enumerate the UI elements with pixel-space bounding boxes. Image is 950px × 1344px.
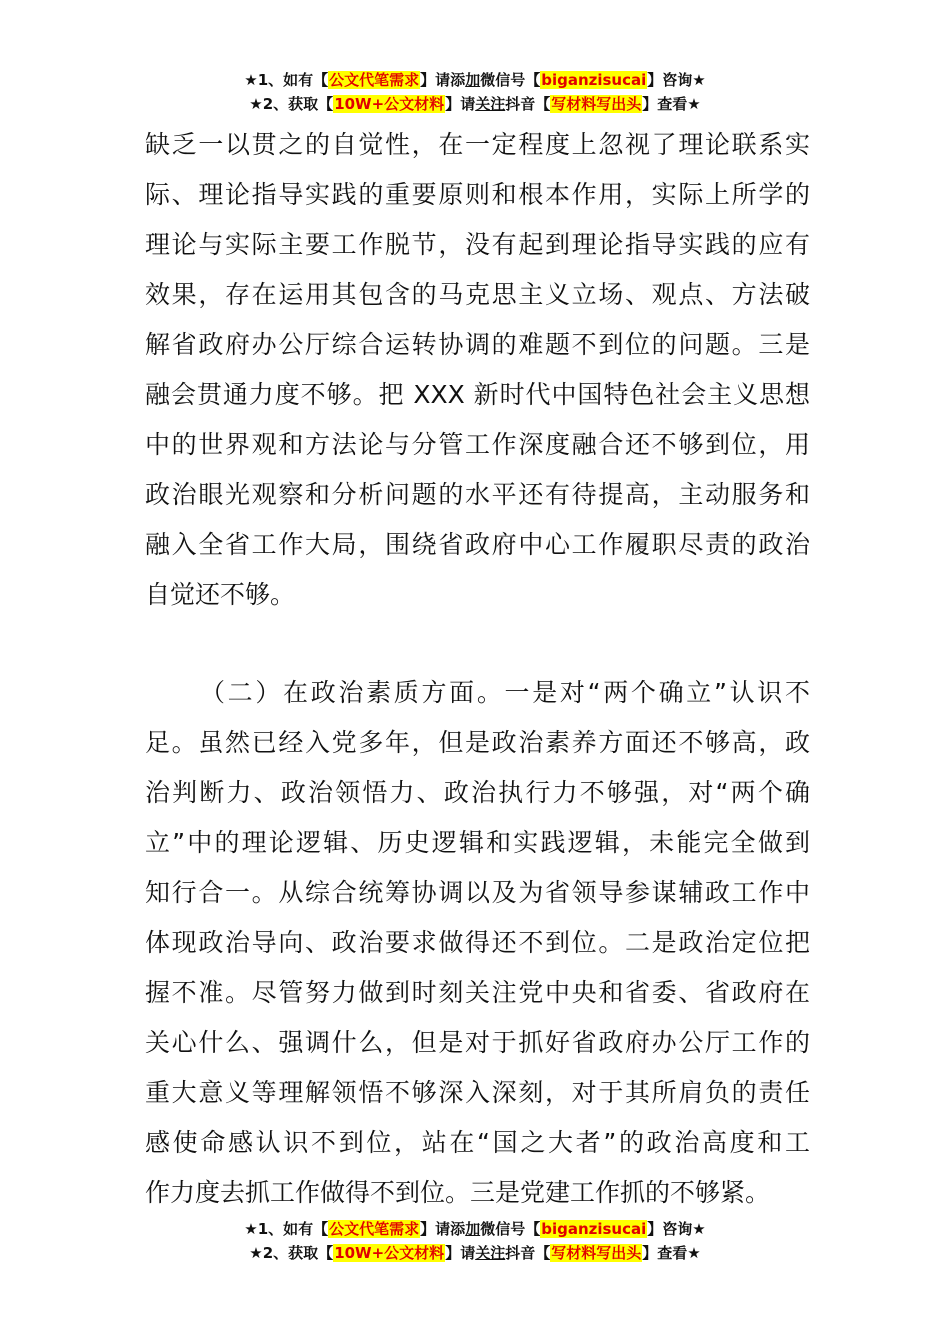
highlight-ghostwriting: 公文代笔需求 bbox=[329, 71, 420, 89]
banner-line-1 bbox=[0, 1217, 950, 1241]
text-line: 关心什么、强调什么，但是对于抓好省政府办公厅工作的 bbox=[145, 1028, 810, 1057]
highlight-douyin-account: 写材料写出头 bbox=[551, 95, 642, 113]
highlight-materials: 10W+公文材料 bbox=[334, 95, 445, 113]
banner-text: 】请添 bbox=[420, 71, 466, 89]
text-line: 握不准。尽管努力做到时刻关注党中央和省委、省政府在 bbox=[145, 978, 810, 1007]
text-line: 感使命感认识不到位，站在“国之大者”的政治高度和工 bbox=[145, 1128, 810, 1157]
highlight-douyin-account: 写材料写出头 bbox=[551, 1244, 642, 1262]
text-line: 足。虽然已经入党多年，但是政治素养方面还不够高，政 bbox=[145, 728, 810, 757]
text-line: 融入全省工作大局，围绕省政府中心工作履职尽责的政治 bbox=[145, 530, 810, 559]
banner-text: 抖音【 bbox=[505, 1244, 551, 1262]
banner-text: 】查看★ bbox=[642, 95, 701, 113]
text-line: 融会贯通力度不够。把 XXX 新时代中国特色社会主义思想 bbox=[145, 380, 810, 409]
body-paragraph-2 bbox=[145, 668, 810, 1218]
text-line: 际、理论指导实践的重要原则和根本作用，实际上所学的 bbox=[145, 180, 810, 209]
banner-text-underlined: 加 bbox=[465, 1220, 481, 1238]
banner-text: 】请添 bbox=[420, 1220, 466, 1238]
text-line: 缺乏一以贯之的自觉性，在一定程度上忽视了理论联系实 bbox=[145, 130, 810, 159]
text-line: 体现政治导向、政治要求做得还不到位。二是政治定位把 bbox=[145, 928, 810, 957]
banner-line-1 bbox=[0, 68, 950, 92]
text-line: 中的世界观和方法论与分管工作深度融合还不够到位，用 bbox=[145, 430, 810, 459]
banner-text: 】咨询★ bbox=[647, 71, 706, 89]
banner-text: 微信号【 bbox=[480, 71, 541, 89]
text-line-indented: （二）在政治素质方面。一是对“两个确立”认识不 bbox=[200, 678, 810, 707]
text-line: 知行合一。从综合统筹协调以及为省领导参谋辅政工作中 bbox=[145, 878, 810, 907]
banner-text: 】请 bbox=[445, 1244, 476, 1262]
text-line: 效果，存在运用其包含的马克思主义立场、观点、方法破 bbox=[145, 280, 810, 309]
banner-text: 】请 bbox=[445, 95, 476, 113]
banner-line-2 bbox=[0, 92, 950, 116]
top-banner bbox=[0, 68, 950, 116]
banner-text: 抖音【 bbox=[505, 95, 551, 113]
banner-text-underlined: 加 bbox=[465, 71, 481, 89]
text-line: 理论与实际主要工作脱节，没有起到理论指导实践的应有 bbox=[145, 230, 810, 259]
text-line: 解省政府办公厅综合运转协调的难题不到位的问题。三是 bbox=[145, 330, 810, 359]
highlight-ghostwriting: 公文代笔需求 bbox=[329, 1220, 420, 1238]
text-line: 自觉还不够。 bbox=[145, 580, 296, 609]
text-line: 重大意义等理解领悟不够深入深刻，对于其所肩负的责任 bbox=[145, 1078, 810, 1107]
bottom-banner bbox=[0, 1217, 950, 1265]
banner-text: ★1、如有【 bbox=[244, 71, 329, 89]
banner-line-2 bbox=[0, 1241, 950, 1265]
highlight-materials: 10W+公文材料 bbox=[334, 1244, 445, 1262]
text-line: 立”中的理论逻辑、历史逻辑和实践逻辑，未能完全做到 bbox=[145, 828, 810, 857]
banner-text-underlined: 关注 bbox=[475, 1244, 506, 1262]
banner-text: 】查看★ bbox=[642, 1244, 701, 1262]
body-paragraph-1 bbox=[145, 120, 810, 620]
banner-text: 微信号【 bbox=[480, 1220, 541, 1238]
text-line: 作力度去抓工作做得不到位。三是党建工作抓的不够紧。 bbox=[145, 1178, 771, 1207]
text-line: 政治眼光观察和分析问题的水平还有待提高，主动服务和 bbox=[145, 480, 810, 509]
highlight-wechat-id: biganzisucai bbox=[541, 71, 647, 89]
banner-text: ★1、如有【 bbox=[244, 1220, 329, 1238]
banner-text-underlined: 关注 bbox=[475, 95, 506, 113]
banner-text: ★2、获取【 bbox=[249, 95, 334, 113]
text-line: 治判断力、政治领悟力、政治执行力不够强，对“两个确 bbox=[145, 778, 810, 807]
highlight-wechat-id: biganzisucai bbox=[541, 1220, 647, 1238]
banner-text: 】咨询★ bbox=[647, 1220, 706, 1238]
banner-text: ★2、获取【 bbox=[249, 1244, 334, 1262]
